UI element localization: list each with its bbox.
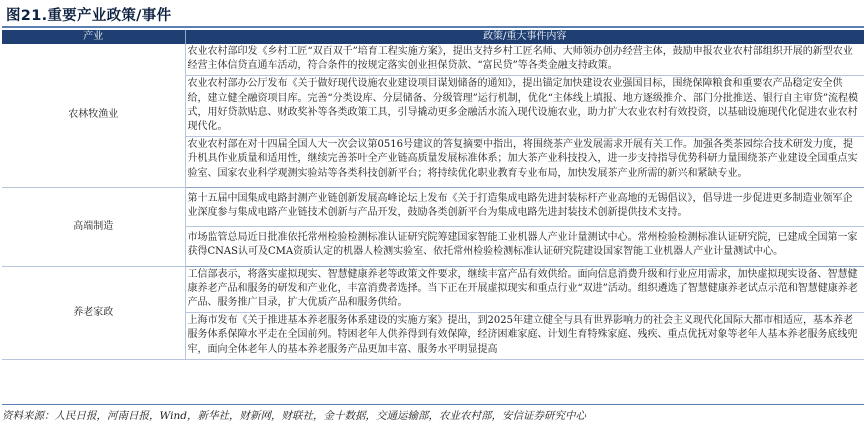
title-rule bbox=[2, 26, 864, 28]
event-text: 第十五届中国集成电路封测产业链创新发展高峰论坛上发布《关于打造集成电路先进封装标杆产业高地的无锡倡议》，倡导进一步促进更多制造业领军企业深度参与集成电路产业链技术创新与产品开发，鼓励各类创新平台为集成电路先进封装技术创新提供技术支持。 bbox=[185, 187, 864, 226]
figure-title: 图21.重要产业政策/事件 bbox=[6, 8, 172, 24]
table-header-row bbox=[2, 30, 864, 44]
industry-agriculture: 农林牧渔业 bbox=[2, 44, 185, 187]
header-industry: 产业 bbox=[2, 30, 185, 44]
policy-table bbox=[2, 30, 864, 360]
source-rule bbox=[2, 404, 864, 405]
event-text: 工信部表示，将落实虚拟现实、智慧健康养老等政策文件要求，继续丰富产品有效供给。面向信息消费升级和行业应用需求，加快虚拟现实设备、智慧健康养老产品和服务的研发和产业化，丰富消费者选择。当下正在开展虚拟现实和重点行业“双进”活动。组织遴选了智慧健康养老试点示范和智慧健康养老产品、服务推广目录，扩大优质产品和服务供给。 bbox=[185, 266, 864, 313]
industry-high-end-manufacturing: 高端制造 bbox=[2, 187, 185, 266]
event-text: 农业农村部印发《乡村工匠“双百双千”培育工程实施方案》，提出支持乡村工匠名师、大师领办创办经营主体，鼓励申报农业农村部组织开展的新型农业经营主体信贷直通车活动，符合条件的按规定落实创业担保贷款、“富民贷”等各类金融支持政策。 bbox=[185, 44, 864, 76]
table-row bbox=[2, 187, 864, 226]
source-note: 资料来源：人民日报，河南日报，Wind，新华社，财新网，财联社，金十数据，交通运输部，农业农村部，安信证券研究中心 bbox=[2, 410, 586, 422]
event-text: 农业农村部在对十四届全国人大一次会议第0516号建议的答复摘要中指出，将围绕茶产业发展需求开展有关工作。加强各类茶园综合技术研发力度，提升机具作业质量和适用性，继续完善茶叶全产业链高质量发展标准体系；加大茶产业科技投入，进一步支持指导优势科研力量围绕茶产业建设全国重点实验室、国家农业科学观测实验站等各类科技创新平台；将持续优化职业教育专业布局，加快发展茶产业所需的新兴和紧缺专业。 bbox=[185, 137, 864, 188]
industry-elderly-care: 养老家政 bbox=[2, 266, 185, 359]
table-row bbox=[2, 44, 864, 76]
event-text: 农业农村部办公厅发布《关于做好现代设施农业建设项目谋划储备的通知》，提出锚定加快建设农业强国目标，围绕保障粮食和重要农产品稳定安全供给，建立健全融资项目库。完善“分类设库、分层储备、分级管理”运行机制，优化“主体线上填报、地方逐级推介、部门分批推送、银行自主审贷”流程模式，用好贷款贴息、财政奖补等各类政策工具，引导撬动更多金融活水流入现代设施农业，助力扩大农业农村有效投资，以基础设施现代化促进农业农村现代化。 bbox=[185, 76, 864, 137]
header-content: 政策/重大事件内容 bbox=[185, 30, 864, 44]
event-text: 市场监管总局近日批准依托常州检验检测标准认证研究院筹建国家智能工业机器人产业计量测试中心。常州检验检测标准认证研究院，已建成全国第一家获得CNAS认可及CMA资质认定的机器人检测实验室、依托常州检验检测标准认证研究院建设国家智能工业机器人产业计量测试中心。 bbox=[185, 227, 864, 266]
event-text: 上海市发布《关于推进基本养老服务体系建设的实施方案》提出，到2025年建立健全与具有世界影响力的社会主义现代化国际大都市相适应，基本养老服务体系保障水平走在全国前列。特困老年人供养得到有效保障，经济困难家庭、计划生育特殊家庭、残疾、重点优抚对象等老年人基本养老服务底线兜牢，面向全体老年人的基本养老服务产品更加丰富、服务水平明显提高 bbox=[185, 313, 864, 360]
table-row bbox=[2, 266, 864, 313]
